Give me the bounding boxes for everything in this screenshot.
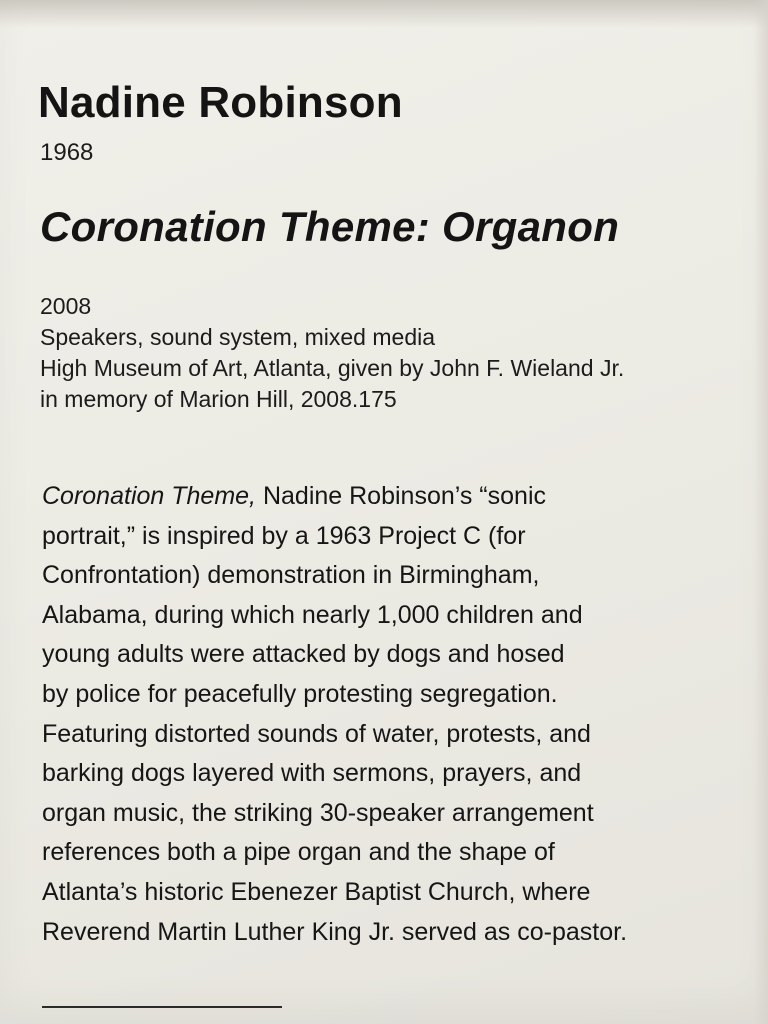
description-line: references both a pipe organ and the shape of [42,838,555,867]
description-line: Confrontation) demonstration in Birmingham, [42,561,540,590]
artist-birth-year: 1968 [40,139,94,166]
description-line: Reverend Martin Luther King Jr. served as co-pastor. [42,917,628,946]
description-line: barking dogs layered with sermons, prayers, and [42,759,582,788]
credit-line-2: in memory of Marion Hill, 2008.175 [40,386,397,412]
description-line: young adults were attacked by dogs and hosed [42,640,565,669]
card-top-shadow [0,0,768,28]
description-line [42,477,742,517]
bottom-divider-rule [42,1006,282,1008]
artwork-details [40,291,624,415]
card-right-edge [754,0,768,1024]
description-line: Atlanta’s historic Ebenezer Baptist Church, where [42,877,591,906]
description-line: Featuring distorted sounds of water, protests, and [42,719,591,748]
artwork-date: 2008 [40,293,92,319]
description-line: by police for peacefully protesting segregation. [42,679,558,708]
artwork-title: Coronation Theme: Organon [40,203,620,250]
artist-name: Nadine Robinson [38,78,403,127]
credit-line-1: High Museum of Art, Atlanta, given by John F. Wieland Jr. [40,355,625,381]
artwork-description [42,477,742,952]
description-line-text: Nadine Robinson’s “sonic [256,482,546,510]
description-line: portrait,” is inspired by a 1963 Project C (for [42,521,526,550]
artwork-medium: Speakers, sound system, mixed media [40,324,436,350]
description-line: Alabama, during which nearly 1,000 children and [42,600,583,629]
description-italic-title: Coronation Theme, [42,482,257,510]
description-line: organ music, the striking 30-speaker arrangement [42,798,594,827]
